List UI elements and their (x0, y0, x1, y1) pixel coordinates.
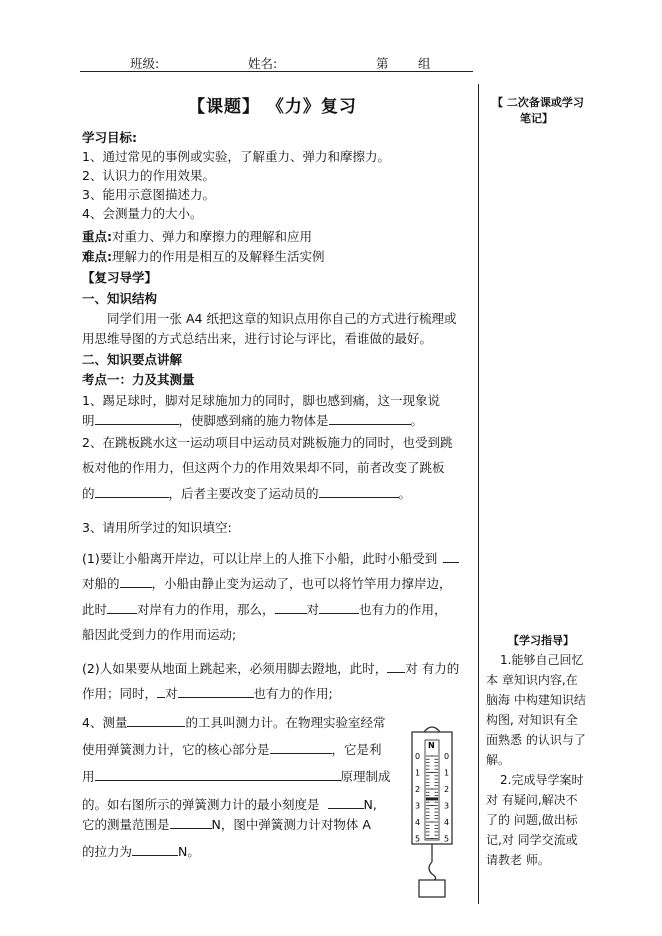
q3-p2-line1 (82, 659, 459, 677)
q3-p2-line2 (82, 684, 333, 702)
q3-p1-line4: 船因此受到力的作用而运动; (82, 627, 237, 642)
q2-text-e: 。 (398, 486, 412, 501)
q3-p1-text-e: 对岸有力的作用，那么， (137, 602, 275, 617)
name-label: 姓名: (248, 56, 278, 71)
q4-blank-3[interactable] (95, 767, 341, 781)
guide-line: 了的 问题,做出标 (486, 813, 578, 827)
q4-text-e2: N，图中弹簧测力计对物体 A (211, 817, 371, 832)
guide-line: 对 有疑问,解决不 (486, 793, 578, 807)
scale-label-right: 1 (444, 768, 450, 778)
q1-text-d: 。 (410, 413, 424, 428)
guide-line: 记,对 同学交流或 (486, 833, 578, 847)
guide-text (486, 650, 586, 870)
guide-line: 2.完成导学案时 (500, 773, 584, 787)
scale-label-right: 3 (444, 801, 450, 811)
q3-p2-text-e: 也有力的作用; (253, 686, 333, 701)
section1-title: 一、知识结构 (82, 291, 158, 306)
guide-line: 1.能够自己回忆 (500, 653, 584, 667)
objective-item: 3、能用示意图描述力。 (82, 187, 215, 202)
scale-top-hook (424, 727, 440, 732)
group-label-zu: 组 (418, 56, 431, 71)
q4-text-c2: 原理制成 (340, 769, 391, 784)
guide-line: 本 章知识内容,在 (486, 673, 578, 687)
scale-label-left: 0 (415, 752, 421, 761)
q4-line1 (82, 713, 385, 731)
objective-item: 1、通过常见的事例或实验，了解重力、弹力和摩擦力。 (82, 149, 390, 164)
q1-blank-1[interactable] (95, 411, 179, 425)
objectives-heading: 学习目标: (82, 130, 137, 145)
point1-title: 考点一：力及其测量 (82, 372, 195, 387)
q3-p2-text-d: 对 (165, 686, 178, 701)
difficulty-point (82, 247, 325, 265)
q3-blank-3[interactable] (107, 600, 137, 614)
q2-text-c: 的 (82, 486, 95, 501)
q3-blank-2[interactable] (120, 574, 152, 588)
q4-blank-1[interactable] (127, 713, 185, 727)
q4-line6 (82, 842, 200, 860)
spring-scale-figure (398, 720, 466, 900)
q4-text-d1: 的。如右图所示的弹簧测力计的最小刻度是 (82, 797, 320, 812)
q3-blank-6[interactable] (387, 659, 405, 673)
q3-p2-text-b: 对 有力的 (405, 661, 460, 676)
q3-p1-text-d: 此时 (82, 602, 108, 617)
q1-text-b: 明 (82, 413, 95, 428)
q1-line1: 1、踢足球时，脚对足球施加力的同时，脚也感到痛，这一现象说 (82, 393, 440, 408)
scale-label-right: 0 (444, 752, 450, 761)
section1-line1: 同学们用一张 A4 纸把这章的知识点用你自己的方式进行梳理或 (107, 311, 457, 326)
q3-blank-8[interactable] (178, 684, 254, 698)
q4-blank-4[interactable] (328, 795, 364, 809)
key-label: 重点: (82, 229, 112, 244)
column-divider (478, 84, 479, 904)
scale-unit-label: N (428, 741, 435, 750)
q3-intro: 3、请用所学过的知识填空: (82, 520, 232, 535)
q4-text-f2: N。 (178, 844, 200, 859)
section1-line2: 用思维导图的方式总结出来，进行讨论与评比，看谁做的最好。 (82, 331, 433, 346)
guide-line: 请教老 师。 (486, 853, 550, 867)
notes-title-line1: 【 二次备课或学习 (492, 96, 584, 109)
scale-label-left: 1 (415, 768, 421, 778)
q4-text-d2: N, (363, 797, 377, 812)
q3-p1-text-c: ，小船由静止变为运动了，也可以将竹竿用力撑岸边， (151, 576, 452, 591)
q4-line4 (82, 795, 377, 813)
scale-label-left: 4 (415, 818, 421, 827)
q4-blank-2[interactable] (270, 740, 332, 754)
q3-p2-text-c: 作用；同时， (82, 686, 158, 701)
scale-label-right: 4 (444, 818, 450, 827)
scale-label-left: 3 (415, 801, 421, 811)
q3-p1-line1 (82, 549, 459, 567)
q1-line2 (82, 411, 423, 429)
q4-text-c1: 用 (82, 769, 95, 784)
q4-blank-6[interactable] (132, 842, 178, 856)
header-underline (80, 71, 473, 72)
q3-blank-5[interactable] (319, 600, 359, 614)
q2-blank-1[interactable] (95, 484, 169, 498)
q4-text-a2: 的工具叫测力计。在物理实验室经常 (185, 715, 386, 730)
q4-text-b2: ，它是利 (331, 742, 382, 757)
q3-blank-1[interactable] (443, 549, 459, 563)
scale-label-left: 5 (415, 834, 421, 844)
q2-line2: 板对他的作用力，但这两个力的作用效果却不同，前者改变了跳板 (82, 460, 445, 475)
q3-p2-text-a: (2)人如果要从地面上跳起来，必须用脚去蹬地，此时， (82, 661, 388, 676)
q4-text-b1: 使用弹簧测力计，它的核心部分是 (82, 742, 270, 757)
guide-line: 脑海 中构建知识结 (486, 693, 586, 707)
q1-blank-2[interactable] (329, 411, 411, 425)
scale-pointer (426, 797, 438, 800)
page-title: 【课题】 《力》复习 (188, 97, 357, 117)
class-label: 班级: (130, 56, 160, 71)
q3-p1-text-a: (1)要让小船离开岸边，可以让岸上的人推下小船，此时小船受到 (82, 551, 438, 566)
objective-item: 2、认识力的作用效果。 (82, 168, 215, 183)
group-label-di: 第 (376, 56, 389, 71)
q3-blank-7[interactable] (157, 684, 165, 698)
notes-title-line2: 笔记】 (520, 112, 553, 125)
object-a-block (419, 880, 445, 897)
q3-p1-text-g: 也有力的作用， (359, 602, 447, 617)
guide-heading: 【复习导学】 (82, 270, 158, 285)
q2-text-d: ，后者主要改变了运动员的 (168, 486, 319, 501)
guide-line: 构图, 对知识有全 (486, 713, 578, 727)
q4-text-e1: 它的测量范围是 (82, 817, 170, 832)
scale-label-left: 2 (415, 785, 421, 794)
q4-line5 (82, 815, 371, 833)
scale-bottom-hook (429, 862, 436, 880)
q2-blank-2[interactable] (319, 484, 399, 498)
objective-item: 4、会测量力的大小。 (82, 206, 203, 221)
q3-blank-4[interactable] (275, 600, 307, 614)
q4-blank-5[interactable] (170, 815, 212, 829)
key-text: 对重力、弹力和摩擦力的理解和应用 (112, 229, 313, 244)
section2-title: 二、知识要点讲解 (82, 352, 183, 367)
q3-p1-text-b: 对船的 (82, 576, 120, 591)
q3-p1-line2 (82, 574, 452, 592)
scale-label-right: 5 (444, 834, 450, 844)
guide-title: 【学习指导】 (508, 634, 574, 647)
q3-p1-text-f: 对 (306, 602, 320, 617)
q4-text-f1: 的拉力为 (82, 844, 133, 859)
difficulty-label: 难点: (82, 249, 112, 264)
key-point (82, 227, 312, 245)
q4-text-a1: 4、测量 (82, 715, 128, 730)
q4-line3 (82, 767, 391, 785)
guide-line: 解。 (486, 753, 511, 767)
q2-line3 (82, 484, 411, 502)
q4-line2 (82, 740, 382, 758)
guide-line: 面熟悉 的认识与了 (486, 733, 586, 747)
q3-p1-line3 (82, 600, 447, 618)
scale-label-right: 2 (444, 785, 450, 794)
q2-line1: 2、在跳板跳水这一运动项目中运动员对跳板施力的同时，也受到跳 (82, 435, 453, 450)
q1-text-c: ，使脚感到痛的施力物体是 (178, 413, 329, 428)
difficulty-text: 理解力的作用是相互的及解释生活实例 (112, 249, 325, 264)
